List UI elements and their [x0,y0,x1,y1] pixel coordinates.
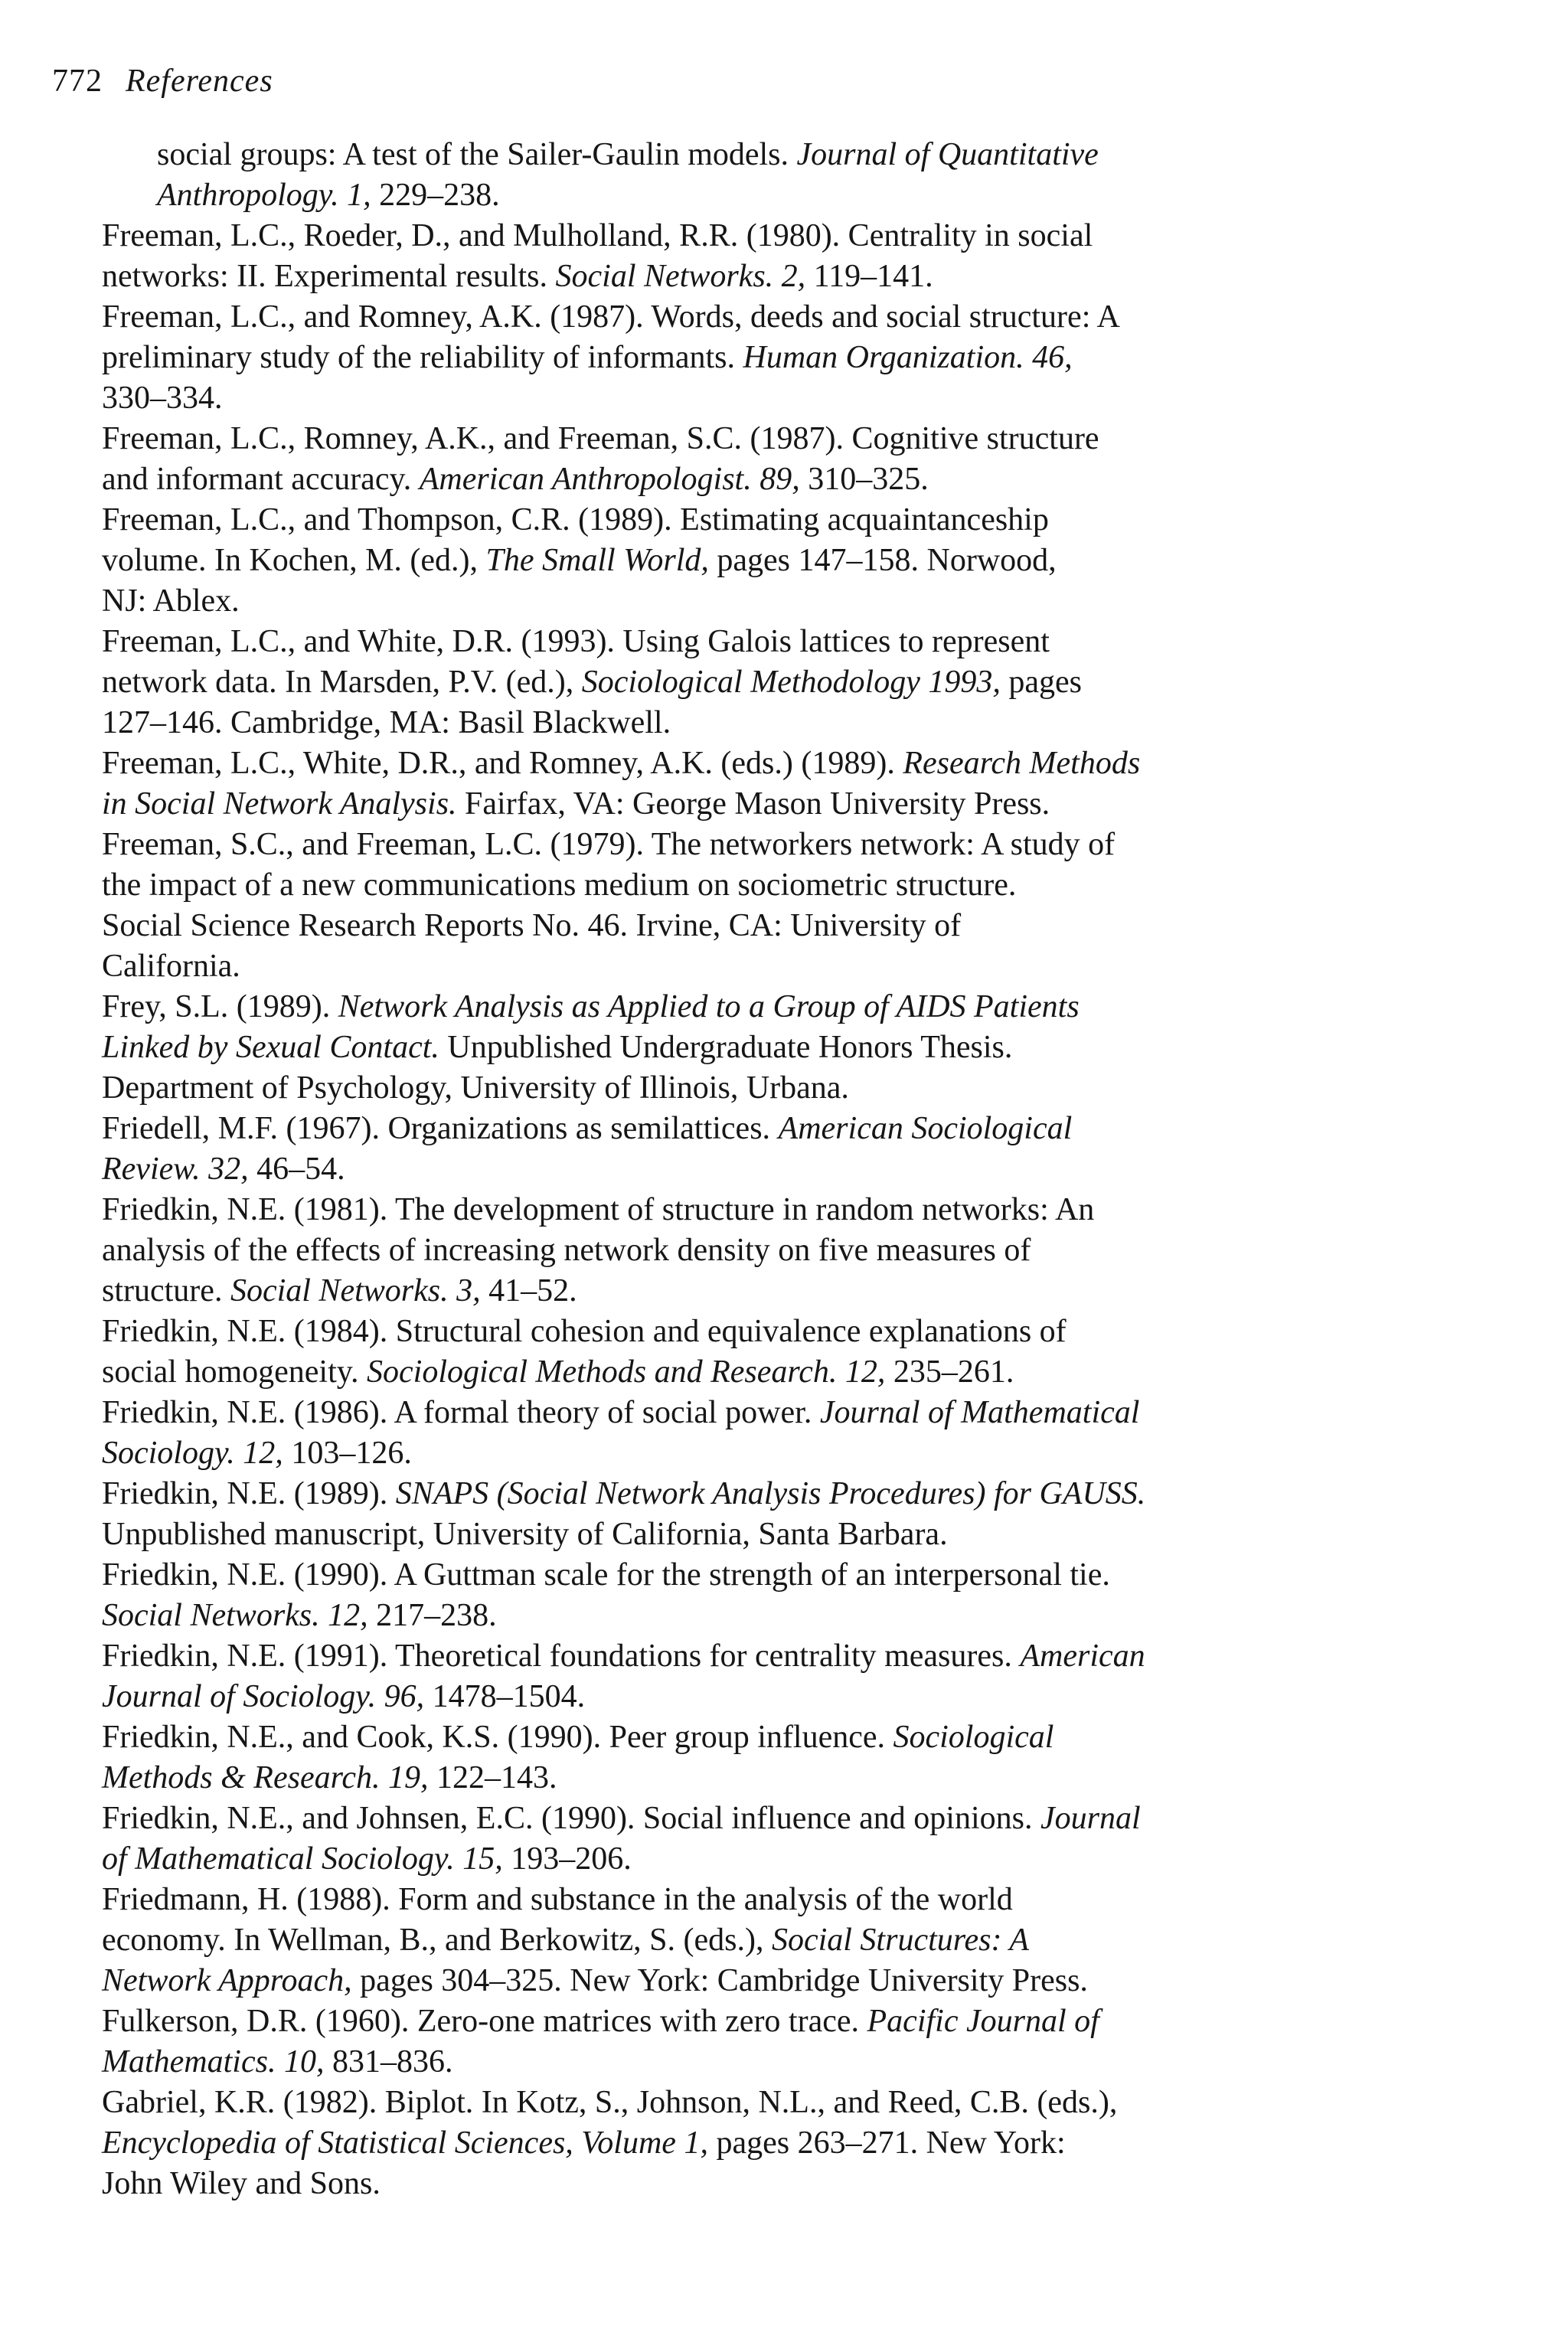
reference-entry [102,1717,1503,1799]
reference-line [102,2083,1503,2123]
reference-italic-text: American Sociological [778,1111,1073,1146]
reference-line [102,2042,1503,2083]
reference-italic-text: Pacific Journal of [867,2004,1099,2039]
reference-line [102,1880,1503,1920]
reference-italic-text: Research Methods [903,746,1141,781]
reference-line [102,1028,1503,1068]
reference-line [102,1758,1503,1799]
reference-italic-text: Sociological Methodology 1993, [581,665,1001,700]
reference-line [102,1474,1503,1514]
reference-text: Friedkin, N.E., and Cook, K.S. (1990). Peer group influence. [102,1720,893,1755]
reference-text: pages 304–325. New York: Cambridge University Press. [351,1963,1088,1998]
reference-italic-text: in Social Network Analysis. [102,786,457,822]
reference-italic-text: Human Organization. 46, [743,340,1073,375]
reference-entry [102,622,1503,743]
reference-entry [102,500,1503,622]
reference-text: Department of Psychology, University of Illinois, Urbana. [102,1070,849,1106]
reference-text: Gabriel, K.R. (1982). Biplot. In Kotz, S., Johnson, N.L., and Reed, C.B. (eds.), [102,2085,1118,2120]
reference-line [102,2001,1503,2042]
reference-text: pages [1000,665,1082,700]
reference-italic-text: American [1020,1638,1145,1674]
reference-italic-text: Journal of Quantitative [796,137,1099,172]
reference-italic-text: of Mathematical Sociology. 15, [102,1841,503,1877]
reference-text: 330–334. [102,381,223,416]
reference-line [102,1352,1503,1393]
reference-text: Freeman, L.C., and Romney, A.K. (1987). Words, deeds and social structure: A [102,299,1120,335]
reference-italic-text: Journal of Mathematical [819,1395,1140,1430]
reference-line [102,1312,1503,1352]
reference-text: Friedkin, N.E. (1990). A Guttman scale for the strength of an interpersonal tie. [102,1557,1110,1593]
reference-text: 122–143. [428,1760,557,1795]
reference-line [102,946,1503,987]
reference-text: Friedkin, N.E. (1981). The development of structure in random networks: An [102,1192,1095,1227]
reference-line [157,175,1503,216]
reference-text: 217–238. [368,1598,497,1633]
reference-line [102,1799,1503,1839]
reference-text: 46–54. [248,1152,345,1187]
reference-italic-text: Sociological Methods and Research. 12, [367,1354,886,1390]
reference-line [102,338,1503,378]
reference-text: economy. In Wellman, B., and Berkowitz, S. (eds.), [102,1923,772,1958]
reference-italic-text: Journal [1040,1801,1141,1836]
reference-text: Friedkin, N.E. (1991). Theoretical foundations for centrality measures. [102,1638,1021,1674]
reference-line [102,1230,1503,1271]
reference-line [102,703,1503,743]
reference-line [102,1393,1503,1433]
reference-text: John Wiley and Sons. [102,2166,381,2201]
reference-line [102,1190,1503,1230]
reference-line [102,1109,1503,1149]
reference-line [102,378,1503,419]
reference-line [102,459,1503,500]
reference-italic-text: Anthropology. 1, [157,178,371,213]
reference-text: 119–141. [805,259,933,294]
reference-line [102,743,1503,784]
reference-text: pages 263–271. New York: [707,2125,1066,2161]
reference-line [102,784,1503,825]
reference-line [102,1514,1503,1555]
reference-italic-text: Sociology. 12, [102,1436,283,1471]
reference-text: Friedkin, N.E., and Johnsen, E.C. (1990). Social influence and opinions. [102,1801,1040,1836]
reference-italic-text: Network Approach, [102,1963,352,1998]
reference-text: social groups: A test of the Sailer-Gaulin models. [157,137,797,172]
reference-text: Freeman, L.C., and White, D.R. (1993). Using Galois lattices to represent [102,624,1050,659]
reference-line [102,825,1503,865]
reference-text: pages 147–158. Norwood, [708,543,1057,578]
reference-line [102,1596,1503,1636]
reference-entry-continued [102,135,1503,216]
reference-line [102,1068,1503,1109]
reference-italic-text: Network Analysis as Applied to a Group of AIDS Patients [338,989,1080,1024]
page-number: 772 [52,64,103,99]
reference-text: preliminary study of the reliability of informants. [102,340,743,375]
reference-line [102,1920,1503,1961]
reference-entry [102,1393,1503,1474]
reference-text: Friedmann, H. (1988). Form and substance in the analysis of the world [102,1882,1013,1917]
reference-text: Freeman, L.C., and Thompson, C.R. (1989). Estimating acquaintanceship [102,502,1049,537]
reference-line [102,622,1503,662]
reference-text: structure. [102,1273,230,1308]
reference-italic-text: Sociological [893,1720,1054,1755]
reference-text: Friedell, M.F. (1967). Organizations as semilattices. [102,1111,779,1146]
reference-text: Freeman, L.C., Romney, A.K., and Freeman, S.C. (1987). Cognitive structure [102,421,1099,456]
reference-entry [102,1880,1503,2001]
reference-text: 103–126. [283,1436,412,1471]
reference-entry [102,743,1503,825]
reference-entry [102,987,1503,1109]
reference-line [102,419,1503,459]
reference-line [157,135,1503,175]
reference-text: 235–261. [885,1354,1014,1390]
reference-line [102,1149,1503,1190]
reference-line [102,2123,1503,2164]
reference-line [102,1839,1503,1880]
reference-text: Freeman, S.C., and Freeman, L.C. (1979). The networkers network: A study of [102,827,1116,862]
reference-italic-text: Encyclopedia of Statistical Sciences, Volume 1, [102,2125,708,2161]
reference-text: Friedkin, N.E. (1989). [102,1476,396,1511]
reference-text: Friedkin, N.E. (1984). Structural cohesion and equivalence explanations of [102,1314,1067,1349]
reference-italic-text: Linked by Sexual Contact. [102,1030,439,1065]
reference-entry [102,216,1503,297]
reference-text: 127–146. Cambridge, MA: Basil Blackwell. [102,705,671,740]
reference-line [102,1555,1503,1596]
reference-text: 831–836. [324,2044,453,2080]
reference-text: Frey, S.L. (1989). [102,989,338,1024]
reference-entry [102,825,1503,987]
reference-text: Freeman, L.C., Roeder, D., and Mulholland, R.R. (1980). Centrality in social [102,218,1093,253]
reference-italic-text: Social Networks. 3, [230,1273,481,1308]
reference-text: analysis of the effects of increasing network density on five measures of [102,1233,1031,1268]
reference-entry [102,419,1503,500]
reference-line [102,1433,1503,1474]
reference-italic-text: SNAPS (Social Network Analysis Procedures) for GAUSS. [395,1476,1146,1511]
reference-entry [102,297,1503,419]
page-header [52,61,273,101]
reference-entry [102,1474,1503,1555]
reference-entry [102,1636,1503,1717]
reference-line [102,987,1503,1028]
reference-line [102,297,1503,338]
reference-line [102,1636,1503,1677]
reference-text: Freeman, L.C., White, D.R., and Romney, A.K. (eds.) (1989). [102,746,903,781]
reference-line [102,662,1503,703]
reference-italic-text: Social Networks. 12, [102,1598,368,1633]
reference-text: social homogeneity. [102,1354,368,1390]
reference-text: the impact of a new communications medium on sociometric structure. [102,867,1017,903]
reference-line [102,1717,1503,1758]
reference-italic-text: Methods & Research. 19, [102,1760,429,1795]
reference-line [102,256,1503,297]
reference-text: Unpublished manuscript, University of California, Santa Barbara. [102,1517,948,1552]
reference-text: and informant accuracy. [102,462,420,497]
reference-text: Fulkerson, D.R. (1960). Zero-one matrices with zero trace. [102,2004,867,2039]
reference-italic-text: The Small World, [485,543,709,578]
reference-line [102,865,1503,906]
reference-entry [102,1109,1503,1190]
reference-italic-text: Journal of Sociology. 96, [102,1679,425,1714]
reference-line [102,581,1503,622]
reference-text: 41–52. [480,1273,577,1308]
reference-entry [102,1799,1503,1880]
reference-text: Unpublished Undergraduate Honors Thesis. [439,1030,1013,1065]
reference-text: 310–325. [799,462,929,497]
reference-text: networks: II. Experimental results. [102,259,556,294]
reference-text: California. [102,949,240,984]
reference-entry [102,1555,1503,1636]
running-head: References [126,64,273,99]
reference-line [102,1677,1503,1717]
reference-italic-text: Social Structures: A [771,1923,1029,1958]
reference-entry [102,2001,1503,2083]
reference-line [102,1271,1503,1312]
reference-line [102,216,1503,256]
reference-text: 193–206. [502,1841,632,1877]
reference-entry [102,1190,1503,1312]
reference-text: NJ: Ablex. [102,583,240,619]
reference-entry [102,2083,1503,2204]
reference-line [102,906,1503,946]
reference-list [102,135,1503,2204]
reference-italic-text: Review. 32, [102,1152,249,1187]
reference-text: 1478–1504. [424,1679,586,1714]
reference-entry [102,1312,1503,1393]
reference-italic-text: Social Networks. 2, [555,259,806,294]
reference-text: Social Science Research Reports No. 46. Irvine, CA: University of [102,908,962,943]
reference-line [102,541,1503,581]
reference-text: Fairfax, VA: George Mason University Press. [456,786,1050,822]
reference-italic-text: Mathematics. 10, [102,2044,325,2080]
reference-italic-text: American Anthropologist. 89, [419,462,800,497]
reference-line [102,1961,1503,2001]
reference-line [102,2164,1503,2204]
reference-line [102,500,1503,541]
reference-text: volume. In Kochen, M. (ed.), [102,543,486,578]
reference-text: Friedkin, N.E. (1986). A formal theory of social power. [102,1395,820,1430]
reference-text: network data. In Marsden, P.V. (ed.), [102,665,582,700]
reference-text: 229–238. [371,178,500,213]
